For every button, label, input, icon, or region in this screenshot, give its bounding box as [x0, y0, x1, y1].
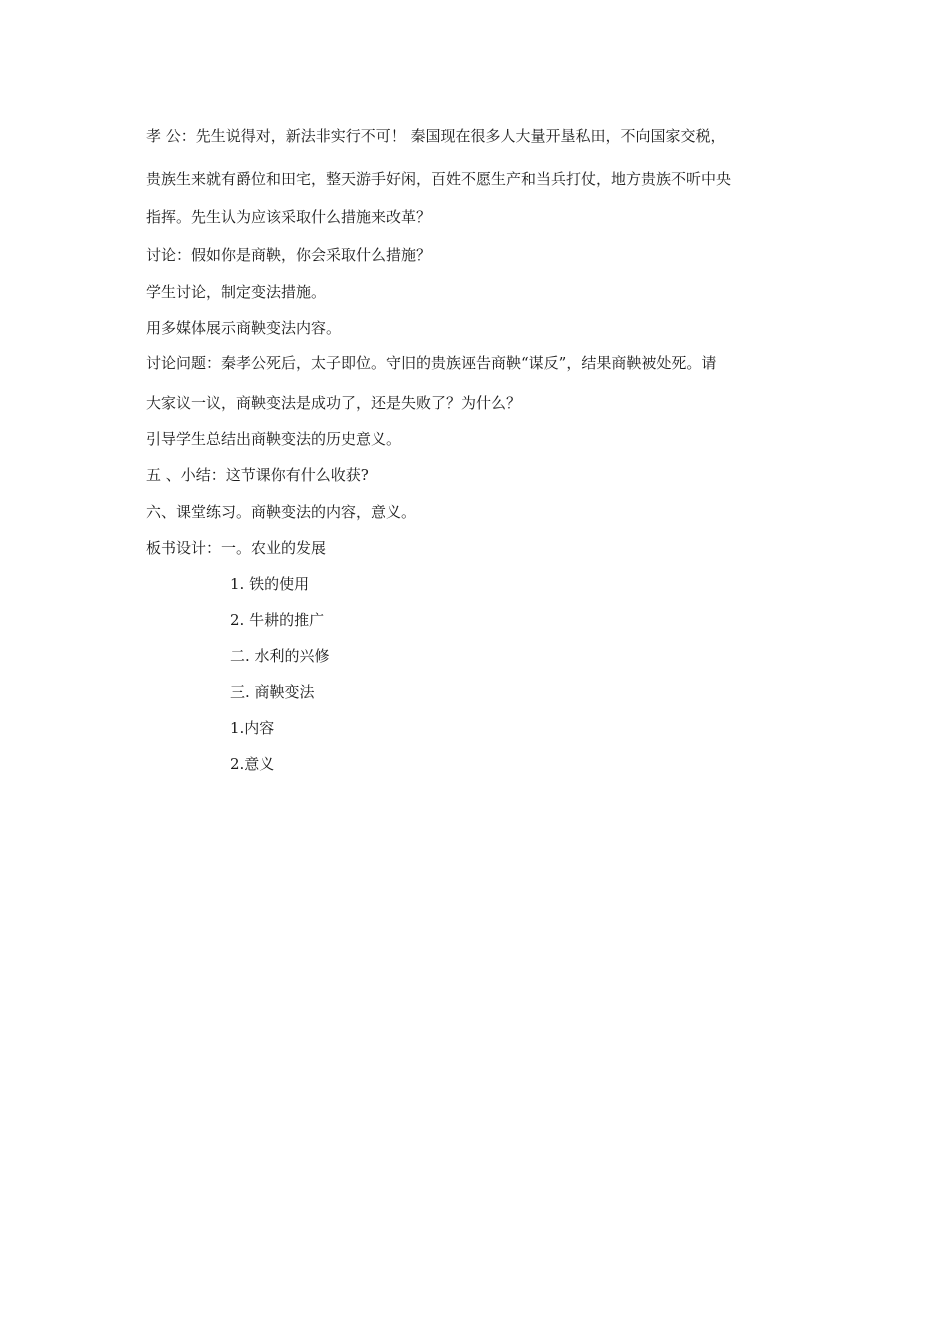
section-practice: 六、课堂练习。商鞅变法的内容，意义。	[146, 503, 417, 521]
guide-summary: 引导学生总结出商鞅变法的历史意义。	[146, 430, 402, 448]
board-design-heading: 板书设计：一。农业的发展	[146, 539, 327, 557]
board-item-water: 二. 水利的兴修	[230, 647, 330, 665]
multimedia-display: 用多媒体展示商鞅变法内容。	[146, 319, 342, 337]
paragraph-dialogue-line-2: 贵族生来就有爵位和田宅，整天游手好闲，百姓不愿生产和当兵打仗，地方贵族不听中央	[146, 170, 732, 188]
board-item-ox-plough: 2. 牛耕的推广	[230, 611, 325, 629]
paragraph-dialogue-line-3: 指挥。先生认为应该采取什么措施来改革？	[146, 208, 432, 226]
board-item-significance: 2.意义	[230, 755, 275, 773]
paragraph-dialogue-line-1: 孝 公：先生说得对，新法非实行不可！ 秦国现在很多人大量开垦私田，不向国家交税，	[146, 127, 726, 145]
student-discussion: 学生讨论，制定变法措施。	[146, 283, 327, 301]
discussion-question-1: 讨论：假如你是商鞅，你会采取什么措施？	[146, 246, 432, 264]
section-summary: 五 、小结：这节课你有什么收获?	[146, 466, 369, 484]
discussion-question-2-line-2: 大家议一议，商鞅变法是成功了，还是失败了？为什么？	[146, 394, 522, 412]
board-item-content: 1.内容	[230, 719, 275, 737]
board-item-iron: 1. 铁的使用	[230, 575, 310, 593]
discussion-question-2-line-1: 讨论问题：秦孝公死后，太子即位。守旧的贵族诬告商鞅“谋反”，结果商鞅被处死。请	[146, 354, 717, 372]
board-item-reform: 三. 商鞅变法	[230, 683, 315, 701]
